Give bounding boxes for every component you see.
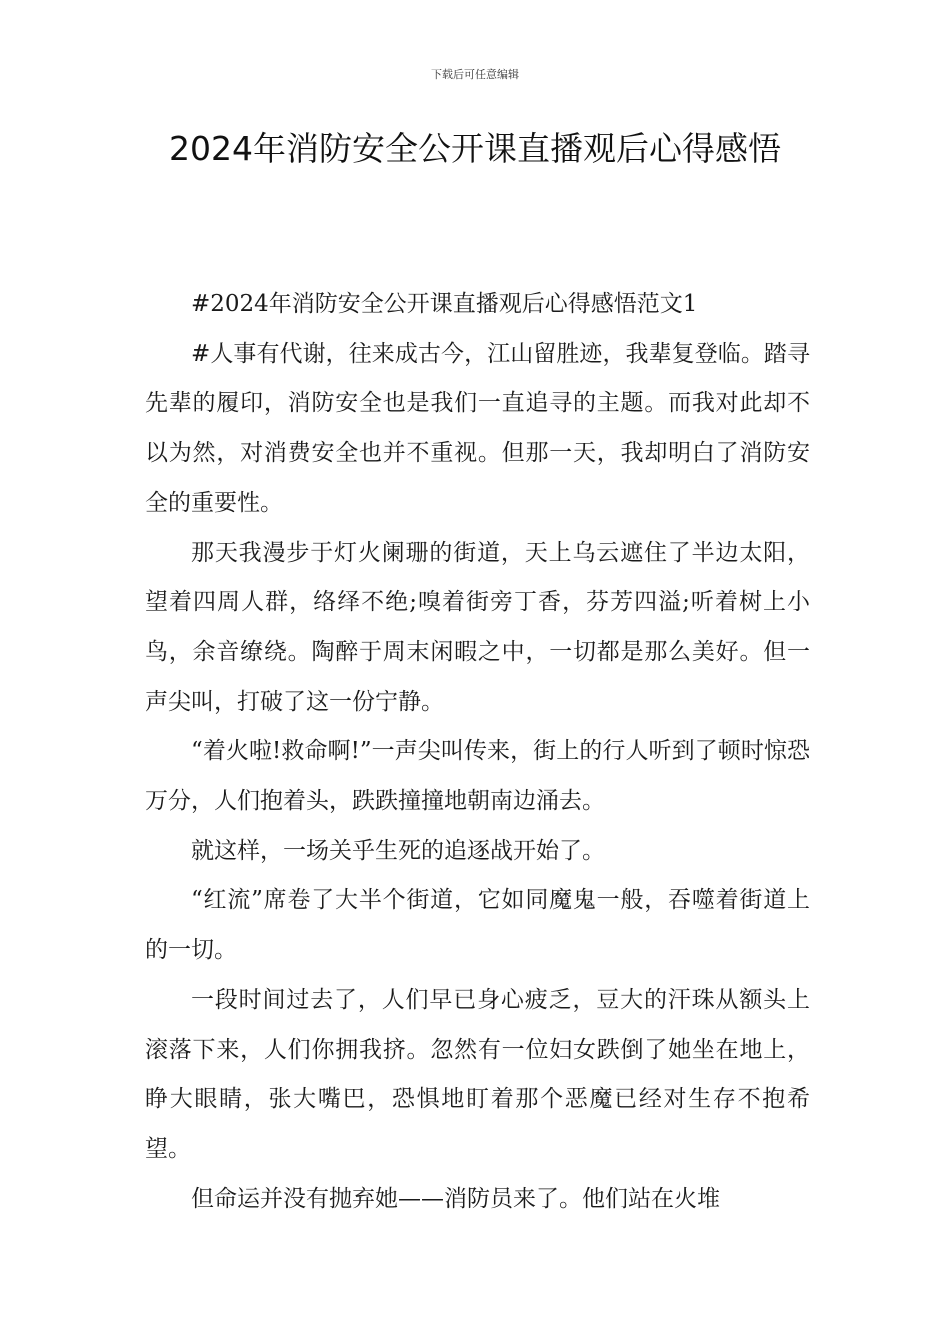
page-title: 2024年消防安全公开课直播观后心得感悟 — [169, 129, 781, 168]
paragraph-subtitle: #2024年消防安全公开课直播观后心得感悟范文1 — [191, 291, 698, 317]
paragraph: 一段时间过去了，人们早已身心疲乏，豆大的汗珠从额头上滚落下来，人们你拥我挤。忽然有一位妇女跌倒了她坐在地上，睁大眼睛，张大嘴巴，恐惧地盯着那个恶魔已经对生存不抱希望。 — [145, 986, 810, 1162]
header-note: 下载后可任意编辑 — [431, 68, 519, 81]
paragraph: “着火啦!救命啊!”一声尖叫传来，街上的行人听到了顿时惊恐万分，人们抱着头，跌跌撞撞地朝南边涌去。 — [145, 738, 810, 815]
paragraph: 但命运并没有抛弃她——消防员来了。他们站在火堆 — [191, 1185, 720, 1212]
paragraph: 就这样，一场关乎生死的追逐战开始了。 — [191, 837, 605, 864]
paragraph: 那天我漫步于灯火阑珊的街道，天上乌云遮住了半边太阳，望着四周人群，络绎不绝;嗅着街旁丁香，芬芳四溢;听着树上小鸟，余音缭绕。陶醉于周末闲暇之中，一切都是那么美好。但一声尖叫，打破了这一份宁静。 — [145, 539, 810, 715]
document-body — [145, 280, 810, 1224]
paragraph: “红流”席卷了大半个街道，它如同魔鬼一般，吞噬着街道上的一切。 — [145, 887, 810, 964]
paragraph: #人事有代谢，往来成古今，江山留胜迹，我辈复登临。踏寻先辈的履印，消防安全也是我们一直追寻的主题。而我对此却不以为然，对消费安全也并不重视。但那一天，我却明白了消防安全的重要性。 — [145, 340, 810, 516]
